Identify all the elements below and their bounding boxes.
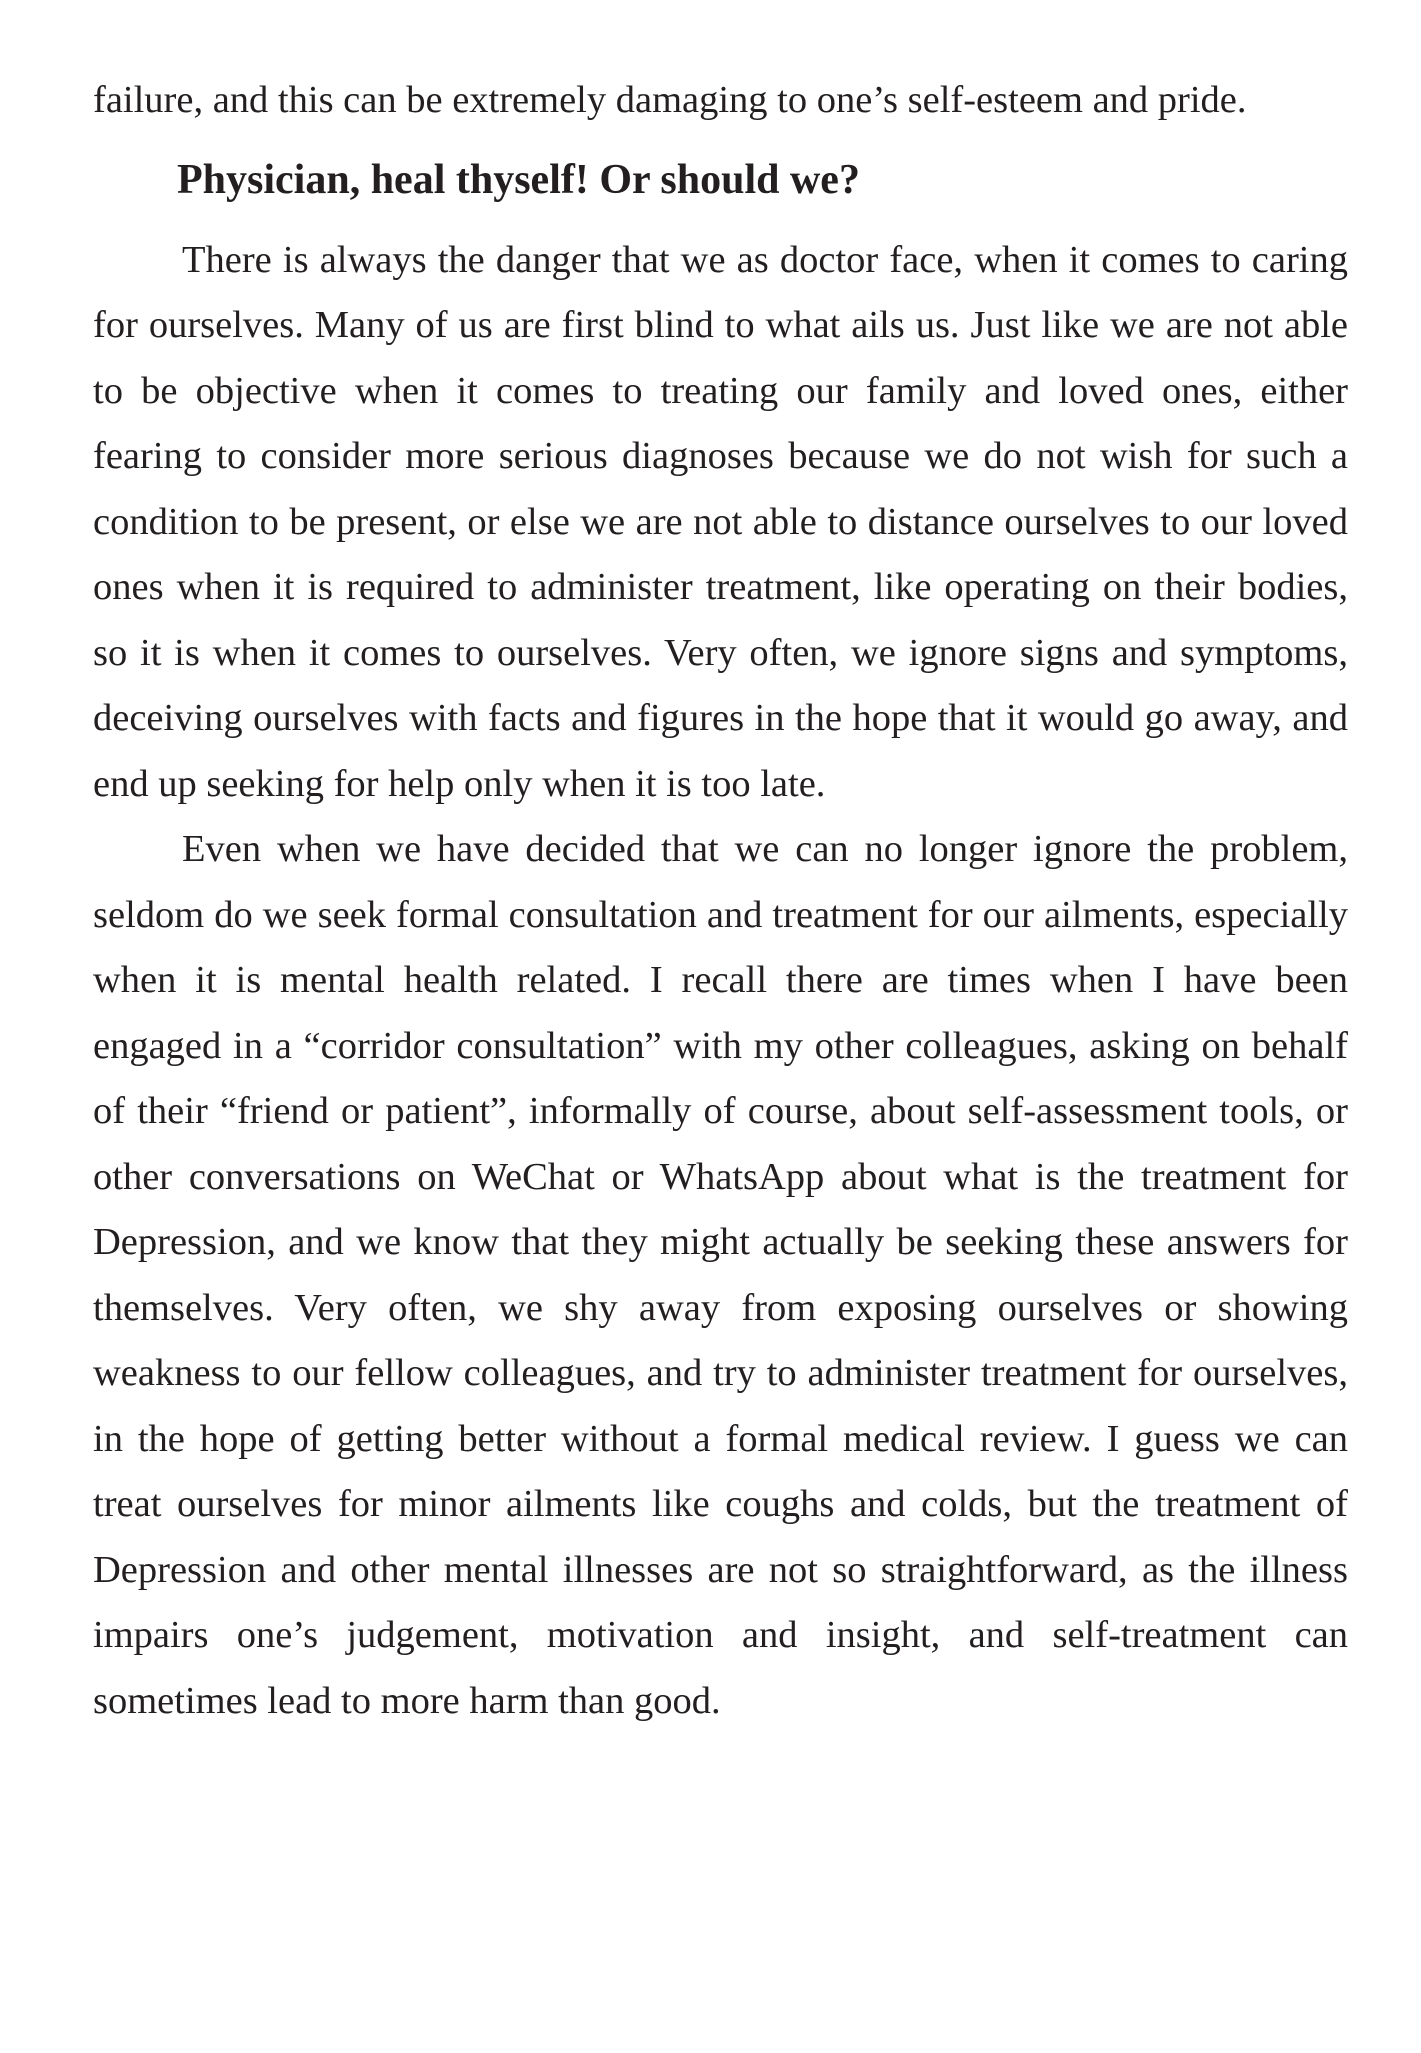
opening-line: failure, and this can be extremely damaging to one’s self-esteem and pride. <box>93 79 1247 121</box>
body-paragraph-2: Even when we have decided that we can no longer ignore the problem, seldom do we seek formal consultation and treatment for our ailments, especially when it is mental health related. I recall there are times when I have been engaged in a “corridor consultation” with my other colleagues, asking on behalf of their “friend or patient”, informally of course, about self-assessment tools, or other conversations on WeChat or WhatsApp about what is the treatment for Depression, and we know that they might actually be seeking these answers for themselves. Very often, we shy away from exposing ourselves or showing weakness to our fellow colleagues, and try to administer treatment for ourselves, in the hope of getting better without a formal medical review. I guess we can treat ourselves for minor ailments like coughs and colds, but the treatment of Depression and other mental illnesses are not so straightforward, as the illness impairs one’s judgement, motivation and insight, and self-treatment can sometimes lead to more harm than good. <box>93 828 1348 1722</box>
section-body <box>93 228 1348 1735</box>
page-content <box>93 68 1348 1734</box>
body-paragraph-1: There is always the danger that we as doctor face, when it comes to caring for ourselves. Many of us are first blind to what ails us. Just like we are not able to be objective when it comes to treating our family and loved ones, either fearing to consider more serious diagnoses because we do not wish for such a condition to be present, or else we are not able to distance ourselves to our loved ones when it is required to administer treatment, like operating on their bodies, so it is when it comes to ourselves. Very often, we ignore signs and symptoms, deceiving ourselves with facts and figures in the hope that it would go away, and end up seeking for help only when it is too late. <box>93 238 1348 805</box>
section-heading: Physician, heal thyself! Or should we? <box>177 156 860 203</box>
